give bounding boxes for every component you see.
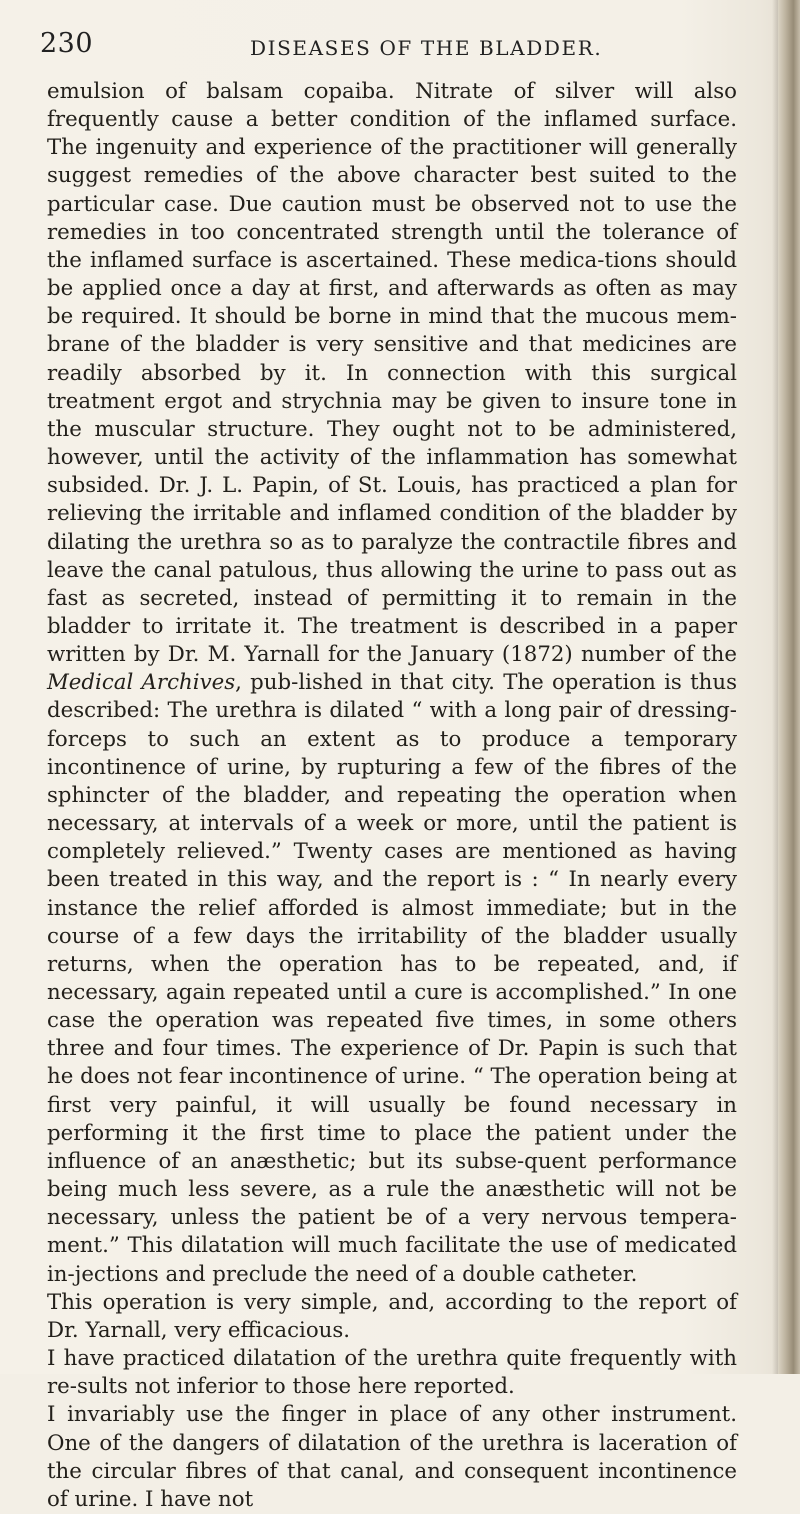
paragraph-2: This operation is very simple, and, according to the report of Dr. Yarnall, very efficacious. <box>47 1289 737 1343</box>
paragraph-4: I invariably use the finger in place of any other instrument. One of the dangers of dilatation of the urethra is laceration of the circular fibres of that canal, and consequent incontinence of urine. I have not <box>47 1402 737 1512</box>
paragraph-1-part-b: , pub-lished in that city. The operation is thus described: The urethra is dilated “ with a long pair of dressing-forceps to such an extent as to produce a temporary incontinence of urine, by rupturing a few of the fibres of the sphincter of the bladder, and repeating the operation when necessary, at intervals of a week or more, until the patient is completely relieved.” Twenty cases are mentioned as having been treated in this way, and the report is : “ In nearly every instance the relief afforded is almost immediate; but in the course of a few days the irritability of the bladder usually returns, when the operation has to be repeated, and, if necessary, again repeated until a cure is accomplished.” In one case the operation was repeated five times, in some others three and four times. The experience of Dr. Papin is such that he does not fear incontinence of urine. “ The operation being at first very painful, it will usually be found necessary in performing it the first time to place the patient under the influence of an anæsthetic; but its subse-quent performance being much less severe, as a rule the anæsthetic will not be necessary, unless the patient be of a very nervous tempera-ment.” This dilatation will much facilitate the use of medicated in-jections and preclude the need of a double catheter. <box>47 670 738 1287</box>
paragraph-1 <box>47 78 737 1289</box>
paragraph-3: I have practiced dilatation of the urethra quite frequently with re-sults not inferior to those here reported. <box>47 1346 737 1400</box>
page-edge <box>778 0 800 1374</box>
page-header <box>40 28 760 68</box>
page-number: 230 <box>40 28 94 59</box>
body-text <box>47 78 737 1514</box>
paragraph-1-part-a: emulsion of balsam copaiba. Nitrate of silver will also frequently cause a better condition of the inflamed surface. The ingenuity and experience of the practitioner will generally suggest remedies of the above character best suited to the particular case. Due caution must be observed not to use the remedies in too concentrated strength until the tolerance of the inflamed surface is ascertained. These medica-tions should be applied once a day at first, and afterwards as often as may be required. It should be borne in mind that the mucous mem-brane of the bladder is very sensitive and that medicines are readily absorbed by it. In connection with this surgical treatment ergot and strychnia may be given to insure tone in the muscular structure. They ought not to be administered, however, until the activity of the inflammation has somewhat subsided. Dr. J. L. Papin, of St. Louis, has practiced a plan for relieving the irritable and inflamed condition of the bladder by dilating the urethra so as to paralyze the contractile fibres and leave the canal patulous, thus allowing the urine to pass out as fast as secreted, instead of permitting it to remain in the bladder to irritate it. The treatment is described in a paper written by Dr. M. Yarnall for the January (1872) number of the <box>47 79 737 668</box>
journal-title: Medical Archives <box>47 670 236 696</box>
running-title: DISEASES OF THE BLADDER. <box>250 36 603 60</box>
